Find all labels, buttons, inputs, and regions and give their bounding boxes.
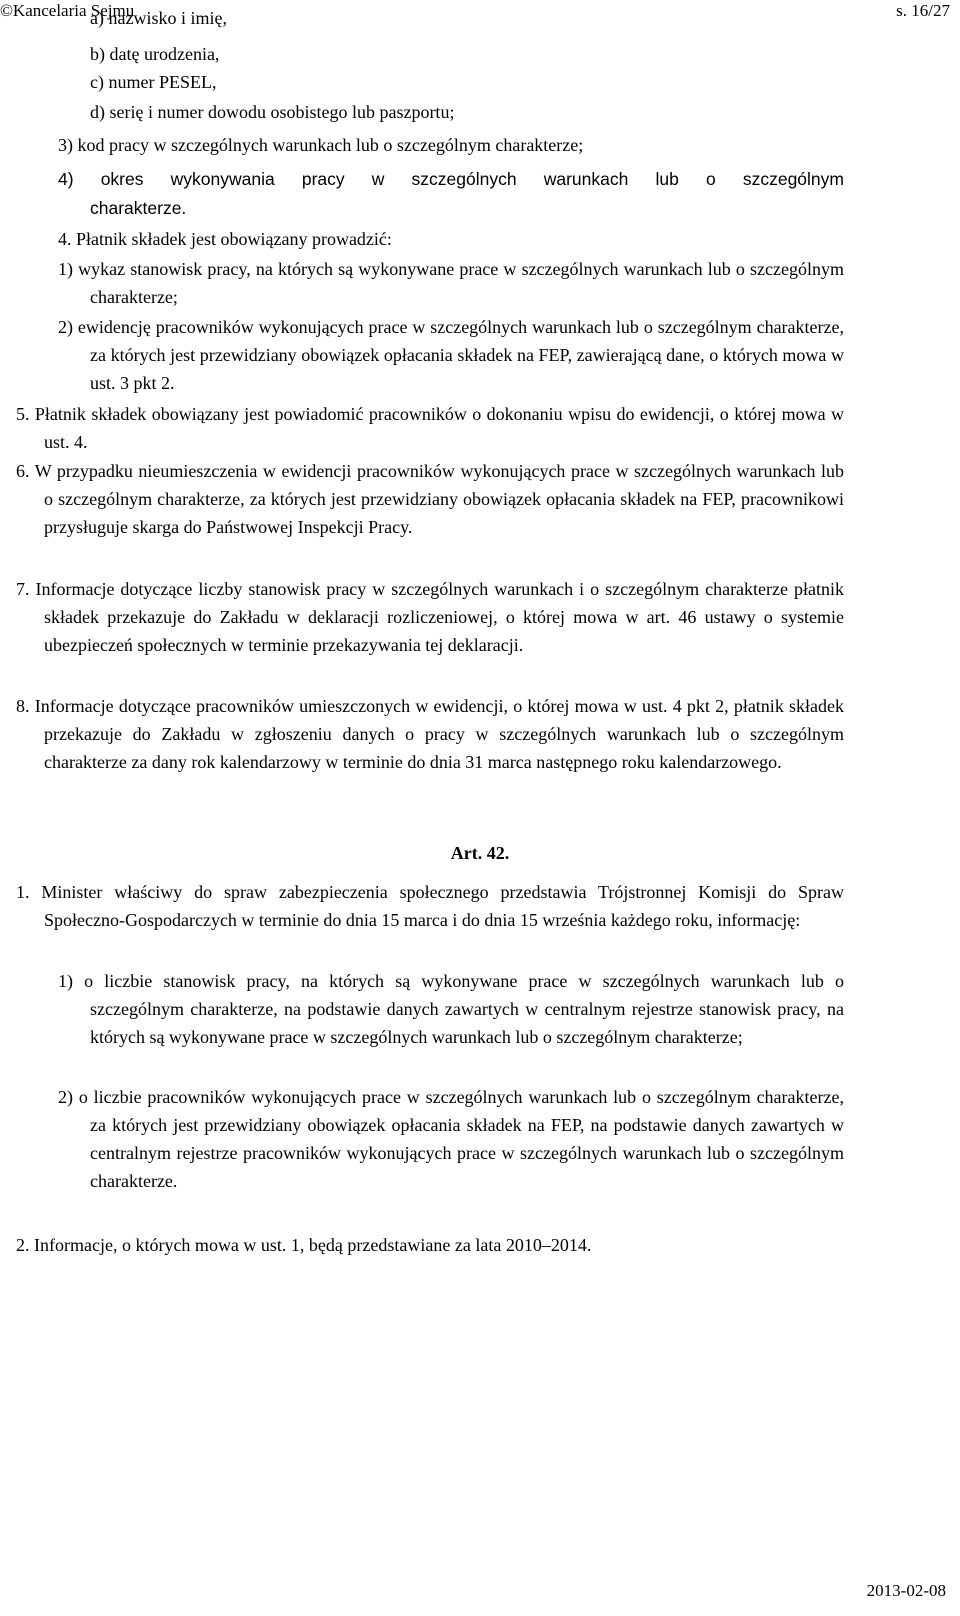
paragraph-4: 4. Płatnik składek jest obowiązany prowadzić:: [58, 229, 392, 249]
point-4-line-1: 4) okres wykonywania pracy w szczególnych warunkach lub o szczególnym: [58, 169, 844, 189]
paragraph-4-point-2: 2) ewidencję pracowników wykonujących prace w szczególnych warunkach lub o szczególnym charakterze, za których jest przewidziany obowiązek opłacania składek na FEP, zawierającą dane, o których mowa w ust. 3 pkt 2.: [58, 317, 844, 393]
item-b: b) datę urodzenia,: [90, 44, 220, 64]
art42-paragraph-2: 2. Informacje, o których mowa w ust. 1, będą przedstawiane za lata 2010–2014.: [16, 1235, 592, 1255]
article-title: Art. 42.: [450, 843, 510, 863]
publisher-label: ©Kancelaria Sejmu: [0, 1, 135, 20]
page-number: s. 16/27: [896, 1, 950, 20]
art42-paragraph-1-point-1: 1) o liczbie stanowisk pracy, na których są wykonywane prace w szczególnych warunkach lub o szczególnym charakterze, na podstawie danych zawartych w centralnym rejestrze stanowisk pracy, na których są wykonywane prace w szczególnych warunkach lub o szczególnym charakterze;: [58, 971, 844, 1047]
art42-paragraph-1: 1. Minister właściwy do spraw zabezpieczenia społecznego przedstawia Trójstronnej Komisji do Spraw Społeczno-Gospodarczych w terminie do dnia 15 marca i do dnia 15 września każdego roku, informację:: [16, 882, 844, 930]
footer-date: 2013-02-08: [866, 1581, 946, 1600]
paragraph-5: 5. Płatnik składek obowiązany jest powiadomić pracowników o dokonaniu wpisu do ewidencji, o której mowa w ust. 4.: [16, 404, 844, 452]
point-4-line-2: charakterze.: [90, 198, 187, 218]
paragraph-4-point-1: 1) wykaz stanowisk pracy, na których są wykonywane prace w szczególnych warunkach lub o szczególnym charakterze;: [58, 259, 844, 307]
art42-paragraph-1-point-2: 2) o liczbie pracowników wykonujących prace w szczególnych warunkach lub o szczególnym charakterze, za których jest przewidziany obowiązek opłacania składek na FEP, na podstawie danych zawartych w centralnym rejestrze pracowników wykonujących prace w szczególnych warunkach lub o szczególnym charakterze.: [58, 1087, 844, 1191]
paragraph-8: 8. Informacje dotyczące pracowników umieszczonych w ewidencji, o której mowa w ust. 4 pkt 2, płatnik składek przekazuje do Zakładu w zgłoszeniu danych o pracy w szczególnych warunkach lub o szczególnym charakterze za dany rok kalendarzowy w terminie do dnia 31 marca następnego roku kalendarzowego.: [16, 696, 844, 772]
paragraph-6: 6. W przypadku nieumieszczenia w ewidencji pracowników wykonujących prace w szczególnych warunkach lub o szczególnym charakterze, za których jest przewidziany obowiązek opłacania składek na FEP, pracownikowi przysługuje skarga do Państwowej Inspekcji Pracy.: [16, 461, 844, 537]
point-3: 3) kod pracy w szczególnych warunkach lub o szczególnym charakterze;: [58, 135, 584, 155]
item-c: c) numer PESEL,: [90, 72, 217, 92]
item-a: a) nazwisko i imię,: [90, 8, 227, 28]
item-d: d) serię i numer dowodu osobistego lub paszportu;: [90, 102, 455, 122]
paragraph-7: 7. Informacje dotyczące liczby stanowisk pracy w szczególnych warunkach i o szczególnym charakterze płatnik składek przekazuje do Zakładu w deklaracji rozliczeniowej, o której mowa w art. 46 ustawy o systemie ubezpieczeń społecznych w terminie przekazywania tej deklaracji.: [16, 579, 844, 655]
